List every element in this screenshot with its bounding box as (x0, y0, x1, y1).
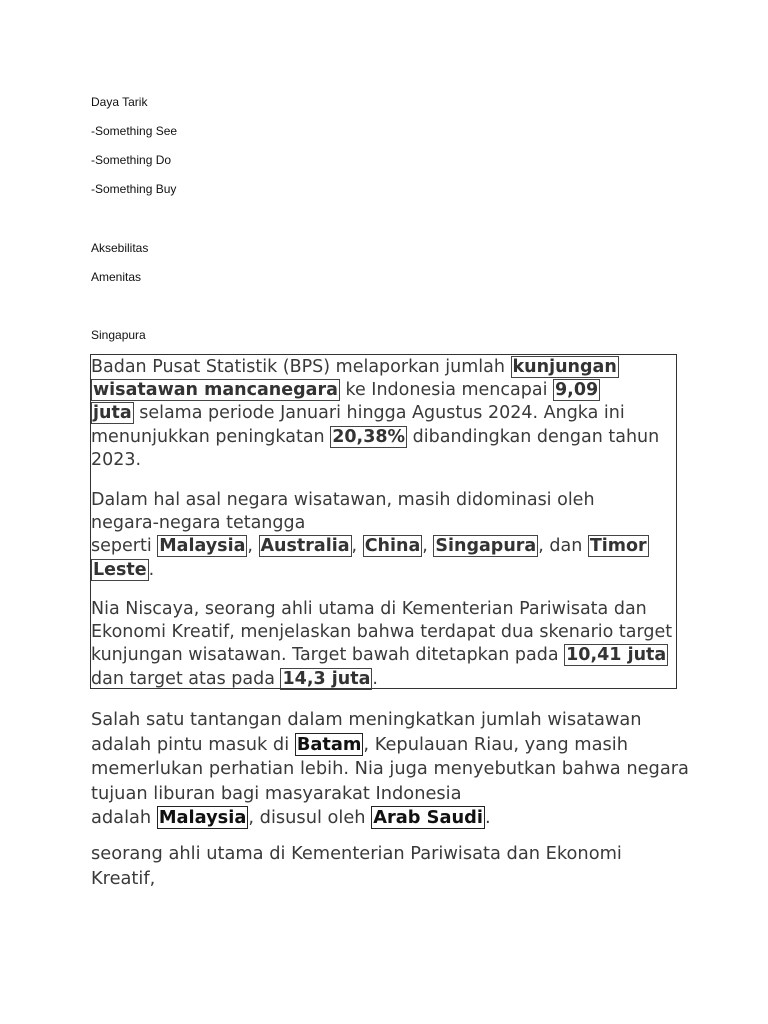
highlight-malaysia: Malaysia (159, 536, 246, 557)
text: selama periode Januari hingga Agustus 2024. Angka ini menunjukkan peningkatan (91, 403, 625, 447)
highlight-malaysia-destination: Malaysia (158, 807, 247, 829)
highlight-singapura: Singapura (435, 536, 537, 557)
highlight-10-41-juta: 10,41 juta (566, 645, 667, 666)
paragraph-expert-fragment (91, 842, 691, 891)
text: , (247, 536, 259, 557)
text: dibandingkan dengan tahun 2023. (91, 426, 660, 470)
highlight-arab-saudi: Arab Saudi (373, 807, 483, 829)
text: , disusul oleh (248, 807, 372, 829)
outline-daya-tarik: Daya Tarik (91, 95, 148, 109)
text: Dalam hal asal negara wisatawan, masih didominasi oleh negara-negara tetangga (91, 490, 595, 534)
highlight-9-09: 9,09 (555, 380, 599, 401)
text: , (351, 536, 363, 557)
paragraph-batam-challenge (91, 708, 691, 831)
outline-something-see: -Something See (91, 124, 178, 138)
text: Nia Niscaya, seorang ahli utama di Kementerian Pariwisata dan Ekonomi Kreatif, menjelaskan bahwa terdapat dua skenario target kunjungan wisatawan. Target bawah ditetapkan pada (91, 599, 673, 666)
highlight-wisatawan-mancanegara: wisatawan mancanegara (93, 380, 338, 401)
text: dan target atas pada (91, 668, 281, 689)
highlight-kunjungan: kunjungan (512, 357, 617, 377)
text: seorang ahli utama di Kementerian Pariwisata dan Ekonomi Kreatif, (91, 843, 622, 889)
text: , (422, 536, 434, 557)
highlight-australia: Australia (260, 536, 350, 557)
highlight-timor: Timor (589, 536, 647, 557)
outline-something-do: -Something Do (91, 153, 172, 167)
outline-singapura: Singapura (91, 328, 146, 342)
text: , dan (538, 536, 588, 557)
text: . (372, 668, 378, 689)
highlight-batam: Batam (296, 733, 362, 755)
paragraph-origin-countries (91, 489, 661, 582)
outline-amenitas: Amenitas (91, 270, 142, 284)
paragraph-bps-report (91, 356, 691, 472)
highlight-juta: juta (93, 403, 132, 424)
text: , Kepulauan Riau, yang masih memerlukan perhatian lebih. Nia juga menyebutkan bahwa negara tujuan liburan bagi masyarakat Indonesia (91, 733, 689, 804)
highlight-leste: Leste (93, 559, 147, 580)
text: Salah satu tantangan dalam meningkatkan jumlah wisatawan adalah pintu masuk di (91, 709, 642, 755)
text: . (484, 807, 491, 829)
text: adalah (91, 807, 157, 829)
text: . (148, 559, 155, 580)
text: seperti (91, 536, 158, 557)
highlight-20-38-percent: 20,38% (332, 426, 406, 447)
outline-aksebilitas: Aksebilitas (91, 241, 149, 255)
text: ke Indonesia mencapai (339, 380, 553, 401)
paragraph-target-scenario (91, 598, 676, 691)
highlight-china: China (364, 536, 421, 557)
text: Badan Pusat Statistik (BPS) melaporkan jumlah (91, 357, 511, 377)
outline-something-buy: -Something Buy (91, 182, 177, 196)
highlight-14-3-juta: 14,3 juta (282, 668, 371, 689)
